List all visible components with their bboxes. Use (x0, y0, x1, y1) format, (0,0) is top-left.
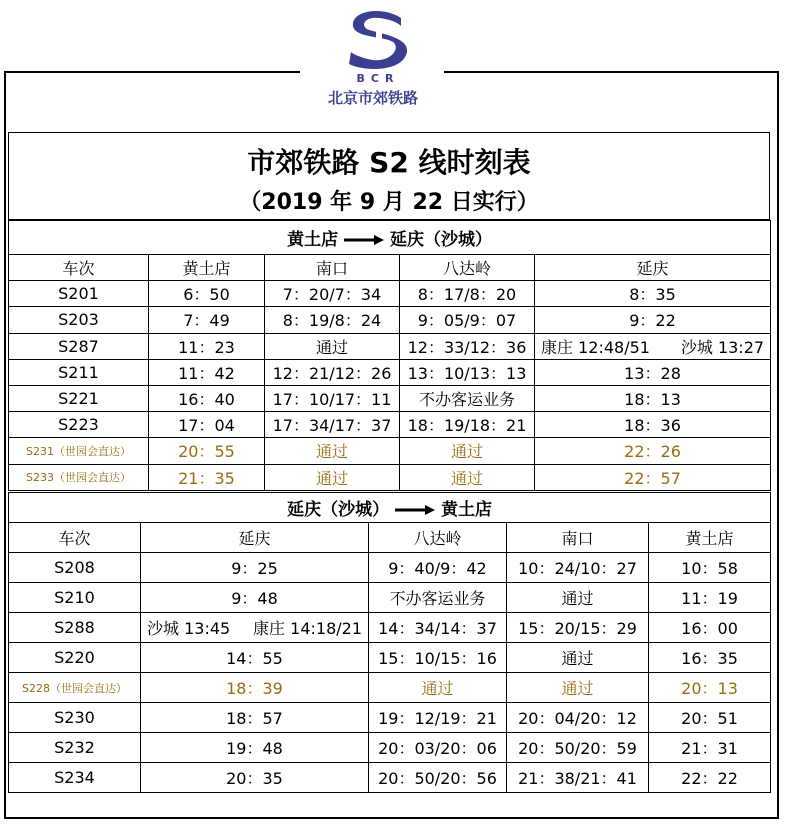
time-value: 康庄 12:48/51 (541, 337, 650, 357)
time-cell: 通过 (507, 643, 649, 673)
time-value: 沙城 13:27 (680, 337, 765, 357)
time-cell: 11：42 (149, 359, 265, 385)
table-row (9, 613, 771, 643)
train-number: S208 (9, 553, 141, 583)
train-number: S228（世园会直达） (9, 673, 141, 703)
time-cell: 9：22 (535, 307, 771, 333)
direction-row (9, 221, 771, 255)
table-row (9, 307, 771, 333)
column-header: 南口 (507, 523, 649, 553)
time-cell: 通过 (265, 333, 400, 359)
table-row (9, 553, 771, 583)
table-row (9, 385, 771, 411)
table-row (9, 763, 771, 793)
logo-letters: BCR (356, 72, 400, 85)
table-row (9, 333, 771, 359)
time-value: 康庄 14:18/21 (253, 619, 362, 638)
time-cell: 8：35 (535, 281, 771, 307)
time-cell: 9：05/9：07 (400, 307, 535, 333)
train-number: S287 (9, 333, 149, 359)
direction-from: 延庆（沙城） (287, 500, 390, 520)
time-cell: 20：03/20：06 (369, 733, 507, 763)
time-cell: 19：12/19：21 (369, 703, 507, 733)
column-header: 延庆 (141, 523, 369, 553)
train-number: S231（世园会直达） (9, 438, 149, 464)
time-cell: 通过 (507, 673, 649, 703)
table-row (9, 281, 771, 307)
time-cell: 20：51 (649, 703, 771, 733)
column-header: 南口 (265, 255, 400, 281)
time-cell: 22：57 (535, 464, 771, 490)
time-cell: 18：39 (141, 673, 369, 703)
column-header: 车次 (9, 523, 141, 553)
train-number: S233（世园会直达） (9, 464, 149, 490)
title-box (8, 132, 770, 220)
time-cell: 13：28 (535, 359, 771, 385)
table-row (9, 464, 771, 490)
time-cell: 8：19/8：24 (265, 307, 400, 333)
table-row (9, 733, 771, 763)
time-cell: 16：40 (149, 385, 265, 411)
logo-name: 北京市郊铁路 (327, 89, 418, 107)
time-cell: 21：38/21：41 (507, 763, 649, 793)
table-row (9, 703, 771, 733)
bcr-emblem-icon (343, 8, 413, 70)
time-cell: 不办客运业务 (400, 385, 535, 411)
time-cell: 9：40/9：42 (369, 553, 507, 583)
time-cell: 通过 (265, 438, 400, 464)
page-subtitle: （2019 年 9 月 22 日实行） (239, 190, 539, 215)
table-row (9, 673, 771, 703)
time-cell: 14：55 (141, 643, 369, 673)
column-header: 黄土店 (649, 523, 771, 553)
time-cell: 18：19/18：21 (400, 412, 535, 438)
time-cell: 通过 (400, 464, 535, 490)
train-number: S230 (9, 703, 141, 733)
train-number: S232 (9, 733, 141, 763)
direction-label (9, 221, 771, 255)
time-cell: 17：34/17：37 (265, 412, 400, 438)
direction-row (9, 493, 771, 523)
time-cell: 16：00 (649, 613, 771, 643)
train-number: S210 (9, 583, 141, 613)
direction-from: 黄土店 (287, 230, 339, 250)
time-cell: 6：50 (149, 281, 265, 307)
arrow-right-icon (395, 505, 435, 515)
direction-label (9, 493, 771, 523)
train-number: S203 (9, 307, 149, 333)
train-number: S201 (9, 281, 149, 307)
time-cell: 22：22 (649, 763, 771, 793)
header-row (9, 523, 771, 553)
time-cell: 20：13 (649, 673, 771, 703)
time-cell: 20：35 (141, 763, 369, 793)
time-cell: 14：34/14：37 (369, 613, 507, 643)
time-value: 沙城 13:45 (147, 619, 231, 638)
train-number: S221 (9, 385, 149, 411)
time-cell: 20：50/20：56 (369, 763, 507, 793)
time-cell: 21：35 (149, 464, 265, 490)
arrow-right-icon (344, 235, 384, 245)
train-number: S220 (9, 643, 141, 673)
time-cell: 10：58 (649, 553, 771, 583)
time-cell-split (535, 333, 771, 359)
time-cell: 通过 (265, 464, 400, 490)
time-cell: 12：33/12：36 (400, 333, 535, 359)
time-cell: 8：17/8：20 (400, 281, 535, 307)
time-cell-split (141, 613, 369, 643)
bcr-logo (327, 8, 426, 120)
direction-to: 黄土店 (440, 500, 492, 520)
time-cell: 13：10/13：13 (400, 359, 535, 385)
time-cell: 通过 (400, 438, 535, 464)
table-row (9, 643, 771, 673)
time-cell: 16：35 (649, 643, 771, 673)
time-cell: 10：24/10：27 (507, 553, 649, 583)
time-cell: 11：23 (149, 333, 265, 359)
timetable-outbound (8, 220, 771, 491)
time-cell: 21：31 (649, 733, 771, 763)
time-cell: 20：55 (149, 438, 265, 464)
time-cell: 7：49 (149, 307, 265, 333)
timetable-inbound (8, 492, 771, 793)
train-number: S211 (9, 359, 149, 385)
column-header: 车次 (9, 255, 149, 281)
direction-to: 延庆（沙城） (389, 230, 492, 250)
time-cell: 17：10/17：11 (265, 385, 400, 411)
time-cell: 不办客运业务 (369, 583, 507, 613)
time-cell: 18：57 (141, 703, 369, 733)
header-row (9, 255, 771, 281)
time-cell: 17：04 (149, 412, 265, 438)
column-header: 黄土店 (149, 255, 265, 281)
time-cell: 9：48 (141, 583, 369, 613)
time-cell: 18：36 (535, 412, 771, 438)
time-cell: 19：48 (141, 733, 369, 763)
time-cell: 7：20/7：34 (265, 281, 400, 307)
table-row (9, 359, 771, 385)
table-row (9, 412, 771, 438)
time-cell: 15：20/15：29 (507, 613, 649, 643)
train-number: S234 (9, 763, 141, 793)
column-header: 八达岭 (369, 523, 507, 553)
time-cell: 22：26 (535, 438, 771, 464)
column-header: 八达岭 (400, 255, 535, 281)
time-cell: 9：25 (141, 553, 369, 583)
time-cell: 20：04/20：12 (507, 703, 649, 733)
time-cell: 12：21/12：26 (265, 359, 400, 385)
time-cell: 通过 (369, 673, 507, 703)
table-row (9, 583, 771, 613)
time-cell: 18：13 (535, 385, 771, 411)
train-number: S223 (9, 412, 149, 438)
time-cell: 20：50/20：59 (507, 733, 649, 763)
time-cell: 11：19 (649, 583, 771, 613)
train-number: S288 (9, 613, 141, 643)
column-header: 延庆 (535, 255, 771, 281)
time-cell: 15：10/15：16 (369, 643, 507, 673)
table-row (9, 438, 771, 464)
time-cell: 通过 (507, 583, 649, 613)
page-title: 市郊铁路 S2 线时刻表 (247, 146, 531, 179)
